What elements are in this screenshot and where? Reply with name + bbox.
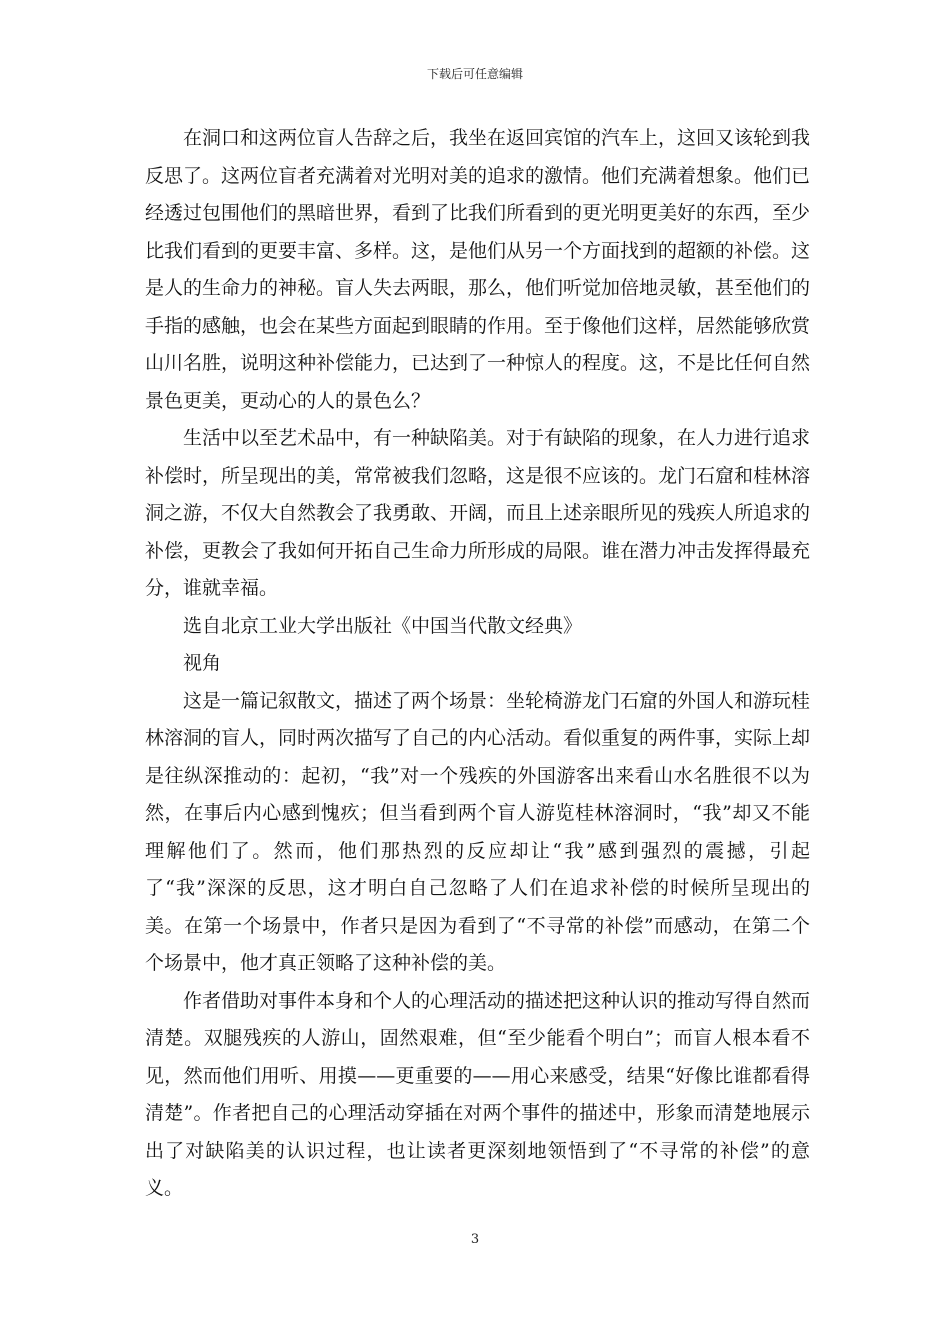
section-heading-perspective: 视角: [183, 652, 222, 674]
page-header-note: 下载后可任意编辑: [426, 67, 523, 81]
document-body: [145, 120, 810, 1208]
paragraph-reflection: 在洞口和这两位盲人告辞之后，我坐在返回宾馆的汽车上，这回又该轮到我反思了。这两位盲者充满着对光明对美的追求的激情。他们充满着想象。他们已经透过包围他们的黑暗世界，看到了比我们所看到的更光明更美好的东西，至少比我们看到的更要丰富、多样。这，是他们从另一个方面找到的超额的补偿。这是人的生命力的神秘。盲人失去两眼，那么，他们听觉加倍地灵敏，甚至他们的手指的感触，也会在某些方面起到眼睛的作用。至于像他们这样，居然能够欣赏山川名胜，说明这种补偿能力，已达到了一种惊人的程度。这，不是比任何自然景色更美，更动心的人的景色么？: [145, 127, 811, 412]
source-citation: 选自北京工业大学出版社《中国当代散文经典》: [183, 614, 583, 637]
page-number: 3: [470, 1232, 480, 1247]
paragraph-analysis-2: 作者借助对事件本身和个人的心理活动的描述把这种认识的推动写得自然而清楚。双腿残疾的人游山，固然艰难，但“至少能看个明白”；而盲人根本看不见，然而他们用听、用摸——更重要的——用心来感受，结果“好像比谁都看得清楚”。作者把自己的心理活动穿插在对两个事件的描述中，形象而清楚地展示出了对缺陷美的认识过程，也让读者更深刻地领悟到了“不寻常的补偿”的意义。: [145, 989, 811, 1199]
paragraph-analysis-1: 这是一篇记叙散文，描述了两个场景：坐轮椅游龙门石窟的外国人和游玩桂林溶洞的盲人，同时两次描写了自己的内心活动。看似重复的两件事，实际上却是往纵深推动的：起初，“我”对一个残疾的外国游客出来看山水名胜很不以为然，在事后内心感到愧疚；但当看到两个盲人游览桂林溶洞时，“我”却又不能理解他们了。然而，他们那热烈的反应却让“我”感到强烈的震撼，引起了“我”深深的反思，这才明白自己忽略了人们在追求补偿的时候所呈现出的美。在第一个场景中，作者只是因为看到了“不寻常的补偿”而感动，在第二个个场景中，他才真正领略了这种补偿的美。: [145, 689, 811, 974]
paragraph-defect-beauty: 生活中以至艺术品中，有一种缺陷美。对于有缺陷的现象，在人力进行追求补偿时，所呈现出的美，常常被我们忽略，这是很不应该的。龙门石窟和桂林溶洞之游，不仅大自然教会了我勇敢、开阔，而且上述亲眼所见的残疾人所追求的补偿，更教会了我如何开拓自己生命力所形成的局限。谁在潜力冲击发挥得最充分，谁就幸福。: [145, 427, 811, 599]
